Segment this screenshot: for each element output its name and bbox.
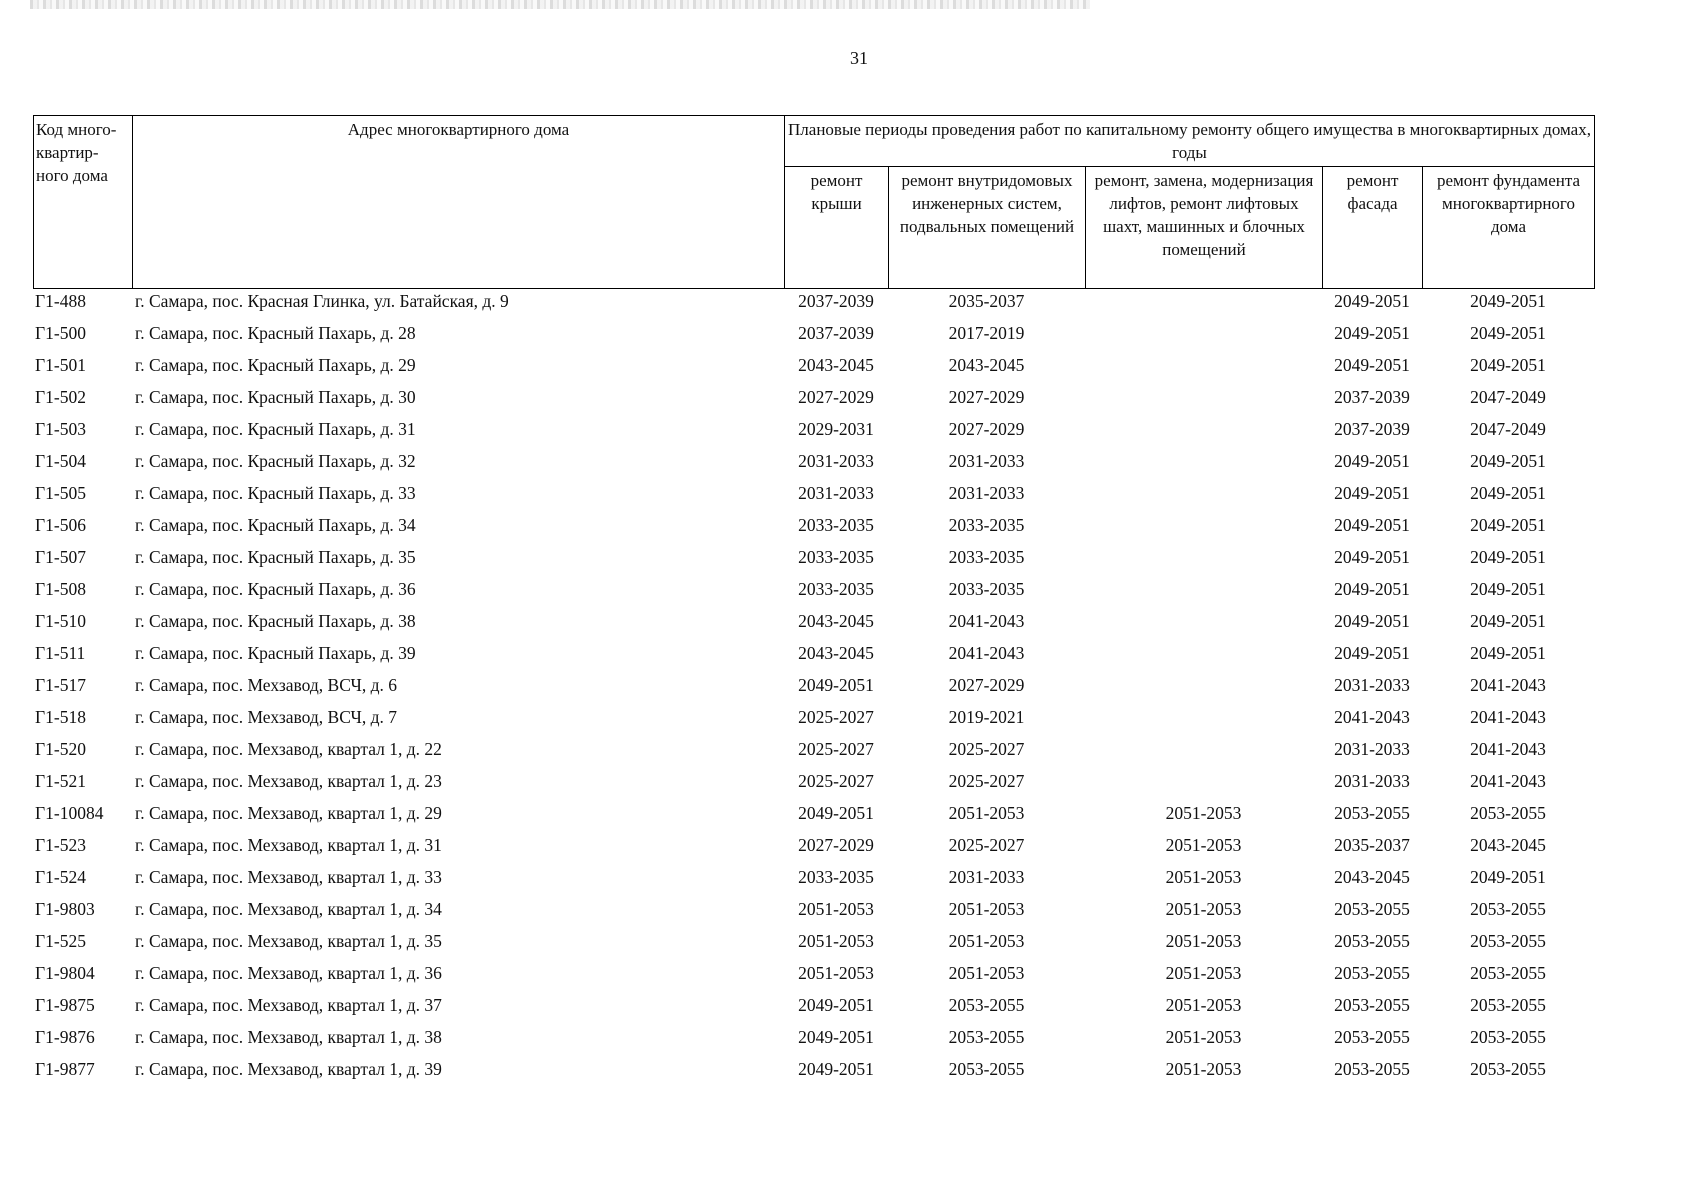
table-row (33, 354, 1594, 386)
cell-roof: 2043-2045 (798, 643, 874, 663)
cell-lifts: 2051-2053 (1165, 931, 1242, 951)
cell-roof: 2029-2031 (798, 419, 874, 439)
cell-foundation: 2049-2051 (1470, 579, 1546, 599)
cell-code: Г1-9876 (35, 1027, 95, 1047)
cell-address: г. Самара, пос. Мехзавод, квартал 1, д. 29 (135, 803, 442, 823)
cell-lifts (1085, 546, 1322, 578)
cell-roof: 2025-2027 (798, 739, 874, 759)
cell-lifts (1085, 738, 1322, 770)
cell-code: Г1-504 (35, 451, 86, 471)
cell-foundation: 2053-2055 (1470, 963, 1546, 983)
cell-systems: 2027-2029 (948, 387, 1025, 407)
cell-foundation: 2049-2051 (1470, 515, 1546, 535)
table-row (33, 610, 1594, 642)
cell-roof: 2037-2039 (798, 323, 874, 343)
cell-roof: 2049-2051 (798, 803, 874, 823)
header-code: Код много-квартир-ного дома (34, 116, 133, 289)
cell-systems: 2033-2035 (948, 515, 1025, 535)
cell-facade: 2031-2033 (1334, 739, 1410, 759)
table-row (33, 482, 1594, 514)
cell-code: Г1-523 (35, 835, 86, 855)
cell-code: Г1-518 (35, 707, 86, 727)
cell-code: Г1-488 (35, 291, 86, 311)
table-row (33, 802, 1594, 834)
cell-roof: 2033-2035 (798, 579, 874, 599)
scan-artifact (30, 0, 1090, 9)
cell-code: Г1-525 (35, 931, 86, 951)
cell-facade: 2049-2051 (1334, 451, 1410, 471)
table-header (33, 115, 1595, 289)
cell-systems: 2033-2035 (948, 579, 1025, 599)
cell-foundation: 2041-2043 (1470, 675, 1546, 695)
cell-code: Г1-505 (35, 483, 86, 503)
cell-address: г. Самара, пос. Мехзавод, квартал 1, д. 36 (135, 963, 442, 983)
cell-systems: 2051-2053 (948, 899, 1025, 919)
cell-roof: 2031-2033 (798, 483, 874, 503)
cell-facade: 2049-2051 (1334, 611, 1410, 631)
cell-roof: 2049-2051 (798, 1027, 874, 1047)
cell-facade: 2049-2051 (1334, 643, 1410, 663)
cell-lifts (1085, 418, 1322, 450)
cell-code: Г1-500 (35, 323, 86, 343)
cell-address: г. Самара, пос. Мехзавод, квартал 1, д. 38 (135, 1027, 442, 1047)
data-table (33, 290, 1594, 1090)
cell-roof: 2043-2045 (798, 611, 874, 631)
cell-address: г. Самара, пос. Красный Пахарь, д. 28 (135, 323, 416, 343)
page-number: 31 (850, 48, 868, 68)
cell-foundation: 2047-2049 (1470, 387, 1546, 407)
cell-roof: 2043-2045 (798, 355, 874, 375)
cell-systems: 2051-2053 (948, 963, 1025, 983)
table-row (33, 930, 1594, 962)
cell-lifts (1085, 770, 1322, 802)
cell-facade: 2037-2039 (1334, 387, 1410, 407)
cell-code: Г1-507 (35, 547, 86, 567)
cell-address: г. Самара, пос. Мехзавод, ВСЧ, д. 6 (135, 675, 397, 695)
cell-address: г. Самара, пос. Красный Пахарь, д. 36 (135, 579, 416, 599)
cell-address: г. Самара, пос. Мехзавод, квартал 1, д. 31 (135, 835, 442, 855)
cell-lifts (1085, 354, 1322, 386)
cell-lifts: 2051-2053 (1165, 803, 1242, 823)
cell-facade: 2053-2055 (1334, 995, 1410, 1015)
cell-systems: 2017-2019 (948, 323, 1025, 343)
cell-lifts: 2051-2053 (1165, 835, 1242, 855)
cell-facade: 2035-2037 (1334, 835, 1410, 855)
cell-roof: 2033-2035 (798, 547, 874, 567)
cell-foundation: 2053-2055 (1470, 803, 1546, 823)
cell-foundation: 2041-2043 (1470, 739, 1546, 759)
cell-roof: 2033-2035 (798, 515, 874, 535)
cell-lifts (1085, 642, 1322, 674)
cell-systems: 2025-2027 (948, 771, 1025, 791)
cell-code: Г1-520 (35, 739, 86, 759)
cell-facade: 2031-2033 (1334, 771, 1410, 791)
cell-systems: 2053-2055 (948, 1027, 1025, 1047)
cell-facade: 2053-2055 (1334, 899, 1410, 919)
table-row (33, 1058, 1594, 1090)
cell-address: г. Самара, пос. Мехзавод, квартал 1, д. 39 (135, 1059, 442, 1079)
table-row (33, 290, 1594, 322)
cell-facade: 2049-2051 (1334, 355, 1410, 375)
header-roof: ремонт крыши (785, 167, 889, 289)
cell-systems: 2035-2037 (948, 291, 1025, 311)
table-row (33, 674, 1594, 706)
cell-lifts (1085, 290, 1322, 322)
cell-lifts: 2051-2053 (1165, 867, 1242, 887)
cell-facade: 2049-2051 (1334, 323, 1410, 343)
cell-foundation: 2053-2055 (1470, 1027, 1546, 1047)
table-row (33, 770, 1594, 802)
cell-address: г. Самара, пос. Красный Пахарь, д. 33 (135, 483, 416, 503)
cell-facade: 2053-2055 (1334, 1027, 1410, 1047)
cell-address: г. Самара, пос. Мехзавод, квартал 1, д. 22 (135, 739, 442, 759)
cell-lifts: 2051-2053 (1165, 995, 1242, 1015)
cell-roof: 2037-2039 (798, 291, 874, 311)
table-row (33, 514, 1594, 546)
table-row (33, 738, 1594, 770)
cell-facade: 2049-2051 (1334, 515, 1410, 535)
cell-foundation: 2041-2043 (1470, 771, 1546, 791)
cell-code: Г1-524 (35, 867, 86, 887)
cell-roof: 2049-2051 (798, 1059, 874, 1079)
table-row (33, 898, 1594, 930)
cell-facade: 2049-2051 (1334, 579, 1410, 599)
cell-address: г. Самара, пос. Красная Глинка, ул. Батайская, д. 9 (135, 291, 509, 311)
table-row (33, 994, 1594, 1026)
cell-facade: 2053-2055 (1334, 1059, 1410, 1079)
cell-address: г. Самара, пос. Красный Пахарь, д. 34 (135, 515, 416, 535)
table-row (33, 834, 1594, 866)
cell-foundation: 2053-2055 (1470, 1059, 1546, 1079)
cell-lifts (1085, 322, 1322, 354)
cell-systems: 2025-2027 (948, 835, 1025, 855)
cell-foundation: 2049-2051 (1470, 355, 1546, 375)
cell-roof: 2033-2035 (798, 867, 874, 887)
cell-facade: 2053-2055 (1334, 931, 1410, 951)
cell-facade: 2049-2051 (1334, 547, 1410, 567)
header-lifts: ремонт, замена, модернизация лифтов, ремонт лифтовых шахт, машинных и блочных помещений (1086, 167, 1323, 289)
cell-lifts (1085, 482, 1322, 514)
cell-foundation: 2049-2051 (1470, 451, 1546, 471)
cell-lifts (1085, 578, 1322, 610)
cell-foundation: 2049-2051 (1470, 547, 1546, 567)
cell-systems: 2051-2053 (948, 803, 1025, 823)
cell-foundation: 2049-2051 (1470, 643, 1546, 663)
cell-address: г. Самара, пос. Мехзавод, квартал 1, д. 23 (135, 771, 442, 791)
header-systems: ремонт внутридомовых инженерных систем, подвальных помещений (889, 167, 1086, 289)
cell-lifts (1085, 514, 1322, 546)
table-row (33, 418, 1594, 450)
cell-systems: 2025-2027 (948, 739, 1025, 759)
header-address: Адрес многоквартирного дома (133, 116, 785, 289)
cell-foundation: 2047-2049 (1470, 419, 1546, 439)
cell-code: Г1-9803 (35, 899, 95, 919)
cell-facade: 2049-2051 (1334, 483, 1410, 503)
cell-systems: 2051-2053 (948, 931, 1025, 951)
cell-foundation: 2041-2043 (1470, 707, 1546, 727)
cell-code: Г1-502 (35, 387, 86, 407)
cell-systems: 2053-2055 (948, 1059, 1025, 1079)
cell-foundation: 2053-2055 (1470, 899, 1546, 919)
cell-systems: 2031-2033 (948, 451, 1025, 471)
cell-lifts (1085, 706, 1322, 738)
cell-address: г. Самара, пос. Красный Пахарь, д. 29 (135, 355, 416, 375)
cell-address: г. Самара, пос. Мехзавод, квартал 1, д. 33 (135, 867, 442, 887)
cell-systems: 2027-2029 (948, 419, 1025, 439)
header-facade: ремонт фасада (1323, 167, 1423, 289)
cell-systems: 2019-2021 (948, 707, 1025, 727)
header-foundation: ремонт фундамента многоквартирного дома (1423, 167, 1595, 289)
cell-facade: 2037-2039 (1334, 419, 1410, 439)
cell-systems: 2027-2029 (948, 675, 1025, 695)
cell-address: г. Самара, пос. Мехзавод, квартал 1, д. 35 (135, 931, 442, 951)
cell-roof: 2027-2029 (798, 387, 874, 407)
cell-code: Г1-521 (35, 771, 86, 791)
cell-code: Г1-503 (35, 419, 86, 439)
cell-roof: 2051-2053 (798, 963, 874, 983)
cell-foundation: 2053-2055 (1470, 931, 1546, 951)
cell-code: Г1-510 (35, 611, 86, 631)
table-row (33, 642, 1594, 674)
cell-lifts: 2051-2053 (1165, 1027, 1242, 1047)
header-periods: Плановые периоды проведения работ по капитальному ремонту общего имущества в многоквартирных домах, годы (785, 116, 1595, 167)
table-row (33, 450, 1594, 482)
cell-lifts (1085, 386, 1322, 418)
cell-systems: 2053-2055 (948, 995, 1025, 1015)
cell-address: г. Самара, пос. Мехзавод, квартал 1, д. 34 (135, 899, 442, 919)
cell-code: Г1-9877 (35, 1059, 95, 1079)
table-row (33, 962, 1594, 994)
table-row (33, 546, 1594, 578)
cell-code: Г1-9875 (35, 995, 95, 1015)
cell-lifts: 2051-2053 (1165, 899, 1242, 919)
cell-facade: 2053-2055 (1334, 803, 1410, 823)
cell-foundation: 2049-2051 (1470, 323, 1546, 343)
cell-code: Г1-506 (35, 515, 86, 535)
table-row (33, 386, 1594, 418)
cell-facade: 2049-2051 (1334, 291, 1410, 311)
cell-facade: 2031-2033 (1334, 675, 1410, 695)
cell-foundation: 2049-2051 (1470, 291, 1546, 311)
cell-systems: 2033-2035 (948, 547, 1025, 567)
cell-roof: 2031-2033 (798, 451, 874, 471)
cell-foundation: 2049-2051 (1470, 867, 1546, 887)
cell-code: Г1-511 (35, 643, 86, 663)
table-row (33, 322, 1594, 354)
cell-systems: 2043-2045 (948, 355, 1025, 375)
cell-roof: 2051-2053 (798, 899, 874, 919)
cell-address: г. Самара, пос. Красный Пахарь, д. 35 (135, 547, 416, 567)
cell-address: г. Самара, пос. Красный Пахарь, д. 30 (135, 387, 416, 407)
cell-lifts (1085, 674, 1322, 706)
cell-roof: 2049-2051 (798, 995, 874, 1015)
cell-lifts: 2051-2053 (1165, 963, 1242, 983)
cell-facade: 2053-2055 (1334, 963, 1410, 983)
cell-foundation: 2049-2051 (1470, 483, 1546, 503)
cell-facade: 2043-2045 (1334, 867, 1410, 887)
cell-roof: 2025-2027 (798, 707, 874, 727)
cell-systems: 2041-2043 (948, 611, 1025, 631)
table-row (33, 1026, 1594, 1058)
cell-code: Г1-9804 (35, 963, 95, 983)
cell-address: г. Самара, пос. Мехзавод, квартал 1, д. 37 (135, 995, 442, 1015)
cell-systems: 2031-2033 (948, 483, 1025, 503)
cell-address: г. Самара, пос. Красный Пахарь, д. 38 (135, 611, 416, 631)
cell-code: Г1-501 (35, 355, 86, 375)
cell-address: г. Самара, пос. Красный Пахарь, д. 32 (135, 451, 416, 471)
table-row (33, 706, 1594, 738)
cell-code: Г1-508 (35, 579, 86, 599)
cell-foundation: 2049-2051 (1470, 611, 1546, 631)
cell-roof: 2027-2029 (798, 835, 874, 855)
table-row (33, 578, 1594, 610)
cell-lifts (1085, 610, 1322, 642)
cell-address: г. Самара, пос. Мехзавод, ВСЧ, д. 7 (135, 707, 397, 727)
cell-foundation: 2053-2055 (1470, 995, 1546, 1015)
cell-systems: 2031-2033 (948, 867, 1025, 887)
cell-facade: 2041-2043 (1334, 707, 1410, 727)
cell-code: Г1-10084 (35, 803, 104, 823)
table-body (33, 290, 1594, 1090)
cell-lifts: 2051-2053 (1165, 1059, 1242, 1079)
cell-roof: 2025-2027 (798, 771, 874, 791)
cell-foundation: 2043-2045 (1470, 835, 1546, 855)
cell-address: г. Самара, пос. Красный Пахарь, д. 31 (135, 419, 416, 439)
cell-roof: 2051-2053 (798, 931, 874, 951)
cell-code: Г1-517 (35, 675, 86, 695)
table-row (33, 866, 1594, 898)
cell-systems: 2041-2043 (948, 643, 1025, 663)
cell-address: г. Самара, пос. Красный Пахарь, д. 39 (135, 643, 416, 663)
cell-lifts (1085, 450, 1322, 482)
cell-roof: 2049-2051 (798, 675, 874, 695)
